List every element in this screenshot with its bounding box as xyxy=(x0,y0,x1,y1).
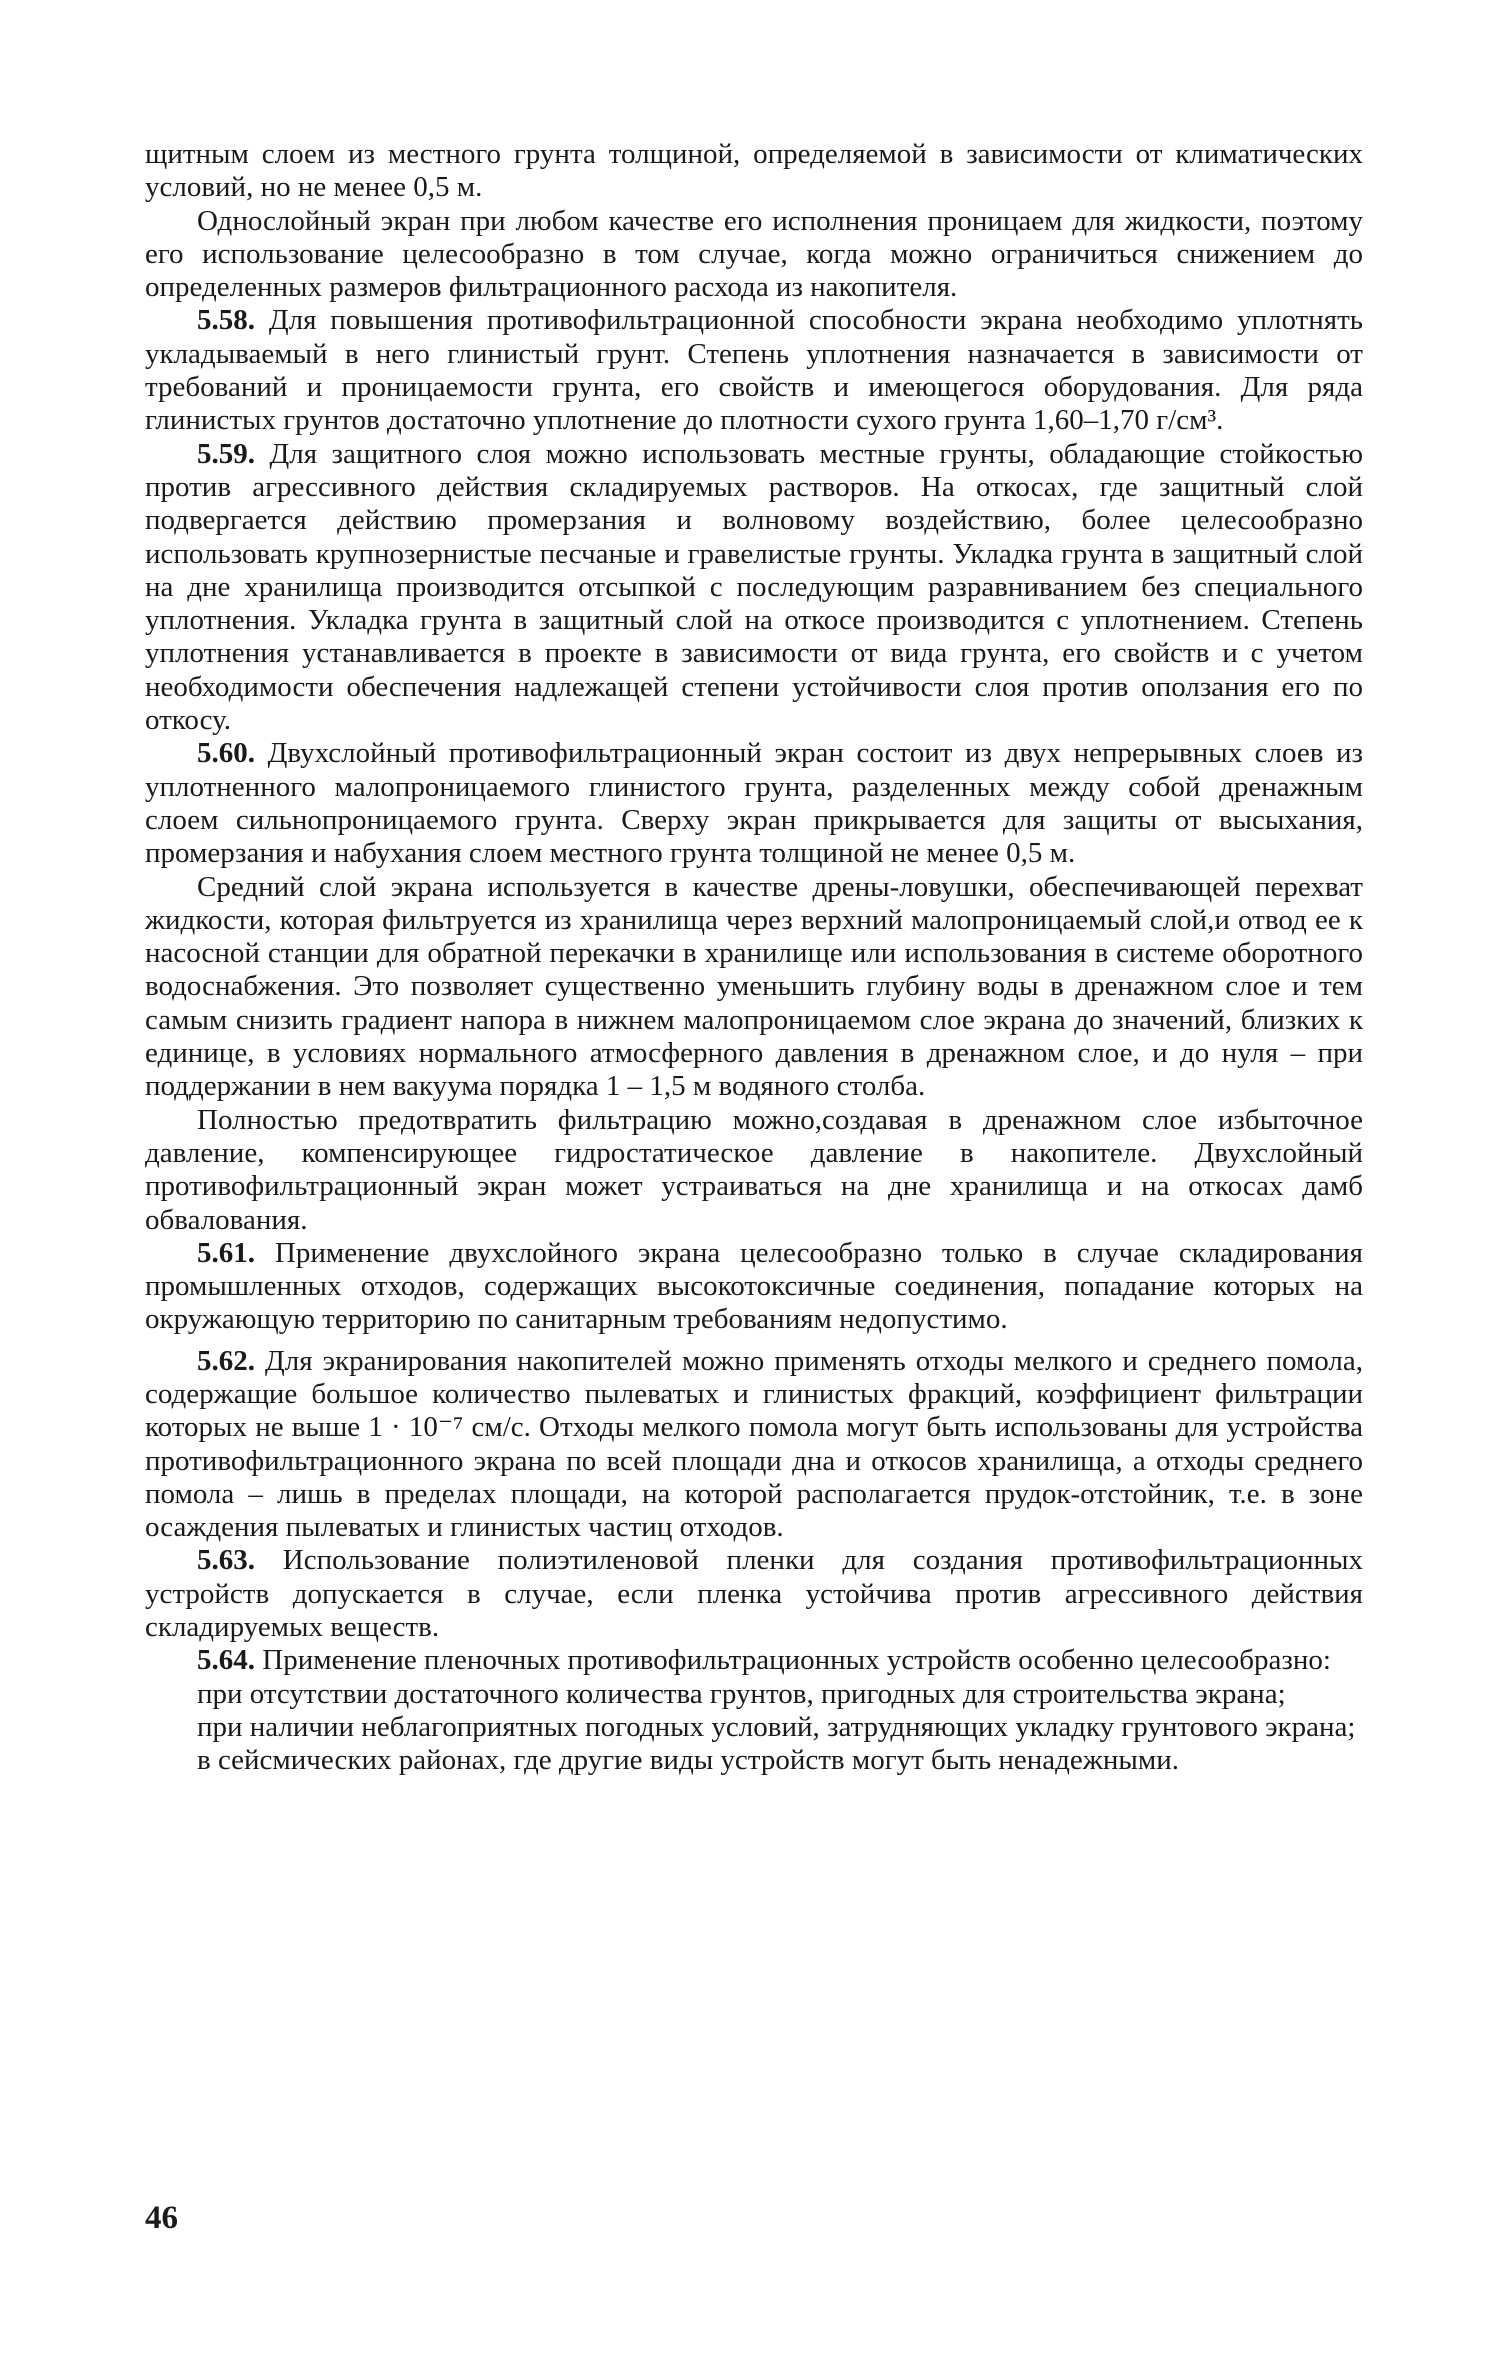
paragraph-text: щитным слоем из местного грунта толщиной, определяемой в зависимости от климатических условий, но не менее 0,5 м. xyxy=(145,138,1363,204)
paragraph-text: в сейсмических районах, где другие виды устройств могут быть ненадежными. xyxy=(197,1744,1179,1777)
page-number: 46 xyxy=(145,2200,178,2236)
paragraph-text: Для экранирования накопителей можно применять отходы мелкого и среднего помола, содержащие большое количество пылеватых и глинистых фракций, коэффициент фильтрации которых не выше 1 · 10⁻⁷ см/с. Отходы мелкого помола могут быть использованы для устройства противофильтрационного экрана по всей площади дна и откосов хранилища, а отходы среднего помола – лишь в пределах площади, на которой располагается прудок-отстойник, т.е. в зоне осаждения пылеватых и глинистых частиц отходов. xyxy=(145,1344,1363,1544)
paragraph-text: Для повышения противофильтрационной способности экрана необходимо уплотнять укладываемый в него глинистый грунт. Степень уплотнения назначается в зависимости от требований и проницаемости грунта, его свойств и имеющегося оборудования. Для ряда глинистых грунтов достаточно уплотнение до плотности сухого грунта 1,60–1,70 г/см³. xyxy=(145,304,1363,437)
paragraph xyxy=(145,438,1363,738)
page-body xyxy=(145,138,1363,1778)
paragraph-text: Средний слой экрана используется в качестве дрены-ловушки, обеспечивающей перехват жидкости, которая фильтруется из хранилища через верхний малопроницаемый слой,и отвод ее к насосной станции для обратной перекачки в хранилище или использования в системе оборотного водоснабжения. Это позволяет существенно уменьшить глубину воды в дренажном слое и тем самым снизить градиент напора в нижнем малопроницаемом слое экрана до значений, близких к единице, в условиях нормального атмосферного давления в дренажном слое, и до нуля – при поддержании в нем вакуума порядка 1 – 1,5 м водяного столба. xyxy=(145,870,1363,1103)
section-number: 5.63. xyxy=(197,1544,255,1577)
paragraph-text: Применение двухслойного экрана целесообразно только в случае складирования промышленных отходов, содержащих высокотоксичные соединения, попадание которых на окружающую территорию по санитарным требованиям недопустимо. xyxy=(145,1236,1363,1336)
paragraph-text: Применение пленочных противофильтрационных устройств особенно целесообразно: xyxy=(255,1644,1331,1677)
paragraph xyxy=(145,1744,1363,1777)
paragraph-text: Однослойный экран при любом качестве его исполнения проницаем для жидкости, поэтому его использование целесообразно в том случае, когда можно ограничиться снижением до определенных размеров фильтрационного расхода из накопителя. xyxy=(145,204,1363,304)
paragraph-text: Для защитного слоя можно использовать местные грунты, обладающие стойкостью против агрессивного действия складируемых растворов. На откосах, где защитный слой подвергается действию промерзания и волновому воздействию, более целесообразно использовать крупнозернистые песчаные и гравелистые грунты. Укладка грунта в защитный слой на дне хранилища производится отсыпкой с последующим разравниванием без специального уплотнения. Укладка грунта в защитный слой на откосе производится с уплотнением. Степень уплотнения устанавливается в проекте в зависимости от вида грунта, его свойств и с учетом необходимости обеспечения надлежащей степени устойчивости слоя против оползания его по откосу. xyxy=(145,437,1363,737)
paragraph-text: при отсутствии достаточного количества грунтов, пригодных для строительства экрана; xyxy=(197,1677,1286,1710)
section-number: 5.59. xyxy=(197,437,255,470)
paragraph-text: Полностью предотвратить фильтрацию можно,создавая в дренажном слое избыточное давление, компенсирующее гидростатическое давление в накопителе. Двухслойный противофильтрационный экран может устраиваться на дне хранилища и на откосах дамб обвалования. xyxy=(145,1103,1363,1236)
section-number: 5.60. xyxy=(197,737,255,770)
section-number: 5.64. xyxy=(197,1644,255,1677)
paragraph xyxy=(145,1345,1363,1545)
section-number: 5.58. xyxy=(197,304,255,337)
paragraph-text: Двухслойный противофильтрационный экран состоит из двух непрерывных слоев из уплотненного малопроницаемого глинистого грунта, разделенных между собой дренажным слоем сильнопроницаемого грунта. Сверху экран прикрывается для защиты от высыхания, промерзания и набухания слоем местного грунта толщиной не менее 0,5 м. xyxy=(145,737,1363,870)
section-number: 5.61. xyxy=(197,1236,255,1269)
paragraph xyxy=(145,1678,1363,1711)
paragraph xyxy=(145,304,1363,437)
paragraph xyxy=(145,1644,1363,1677)
paragraph xyxy=(145,871,1363,1104)
paragraph xyxy=(145,138,1363,205)
paragraph xyxy=(145,737,1363,870)
paragraph xyxy=(145,1544,1363,1644)
paragraph xyxy=(145,205,1363,305)
paragraph xyxy=(145,1237,1363,1337)
section-number: 5.62. xyxy=(197,1344,255,1377)
paragraph-text: Использование полиэтиленовой пленки для создания противофильтрационных устройств допускается в случае, если пленка устойчива против агрессивного действия складируемых веществ. xyxy=(145,1544,1363,1644)
paragraph xyxy=(145,1711,1363,1744)
paragraph-text: при наличии неблагоприятных погодных условий, затрудняющих укладку грунтового экрана; xyxy=(197,1710,1356,1743)
paragraph xyxy=(145,1104,1363,1237)
